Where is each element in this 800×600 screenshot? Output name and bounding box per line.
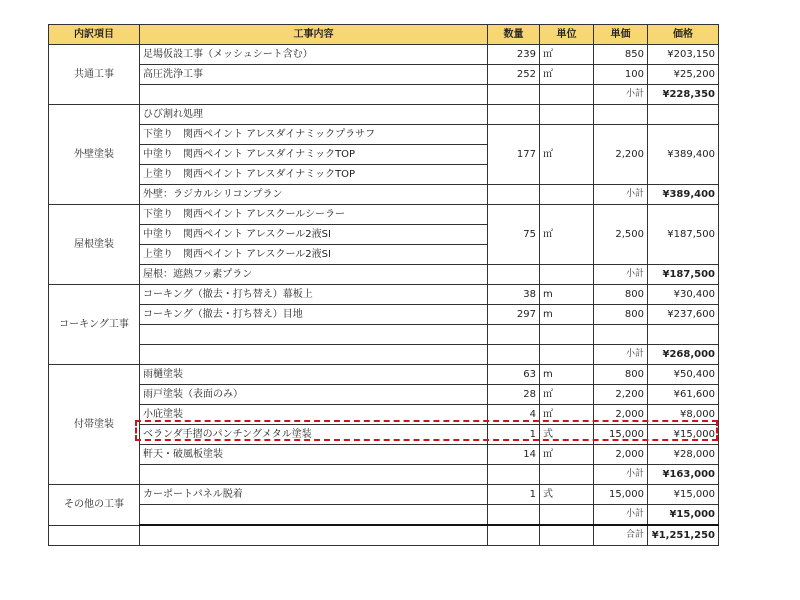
unit-price-cell: 15,000 [594, 485, 648, 505]
content-cell [140, 465, 488, 485]
unit-price-cell: 100 [594, 65, 648, 85]
content-cell: コーキング（撤去・打ち替え）目地 [140, 305, 488, 325]
subtotal-value: ¥389,400 [648, 185, 719, 205]
content-cell: 上塗り 関西ペイント アレスクール2液SI [140, 245, 488, 265]
subtotal-value: ¥228,350 [648, 85, 719, 105]
content-cell [140, 505, 488, 526]
header-unit: 単位 [540, 25, 594, 45]
header-content: 工事内容 [140, 25, 488, 45]
unit-price-cell: 850 [594, 45, 648, 65]
subtotal-row [49, 505, 719, 526]
table-row [49, 445, 719, 465]
unit-cell [540, 345, 594, 365]
header-category: 内訳項目 [49, 25, 140, 45]
content-cell: 雨戸塗装（表面のみ） [140, 385, 488, 405]
unit-cell: ㎡ [540, 205, 594, 265]
unit-cell: m [540, 365, 594, 385]
category-cell: 付帯塗装 [49, 365, 140, 485]
content-cell: 下塗り 関西ペイント アレスダイナミックプラサフ [140, 125, 488, 145]
content-cell: 雨樋塗装 [140, 365, 488, 385]
unit-price-cell: 2,200 [594, 385, 648, 405]
qty-cell: 239 [488, 45, 540, 65]
content-cell: ひび割れ処理 [140, 105, 488, 125]
price-cell [648, 105, 719, 125]
content-cell [140, 525, 488, 546]
highlighted-row [49, 425, 719, 445]
qty-cell: 14 [488, 445, 540, 465]
subtotal-row [49, 185, 719, 205]
unit-cell: ㎡ [540, 445, 594, 465]
grand-total-row [49, 525, 719, 546]
unit-cell: 式 [540, 425, 594, 445]
unit-cell: ㎡ [540, 65, 594, 85]
unit-price-cell [594, 105, 648, 125]
table-row [49, 45, 719, 65]
subtotal-row [49, 465, 719, 485]
qty-cell: 1 [488, 425, 540, 445]
unit-cell: ㎡ [540, 45, 594, 65]
table-row [49, 485, 719, 505]
subtotal-value: ¥15,000 [648, 505, 719, 526]
unit-price-cell: 2,000 [594, 405, 648, 425]
content-cell [140, 345, 488, 365]
unit-cell [540, 185, 594, 205]
qty-cell: 177 [488, 125, 540, 185]
table-row [49, 125, 719, 145]
subtotal-label: 小計 [594, 85, 648, 105]
unit-cell [540, 325, 594, 345]
unit-price-cell: 2,500 [594, 205, 648, 265]
unit-cell: m [540, 285, 594, 305]
price-cell: ¥25,200 [648, 65, 719, 85]
unit-cell [540, 525, 594, 546]
content-cell: 屋根：遮熱フッ素プラン [140, 265, 488, 285]
qty-cell [488, 105, 540, 125]
qty-cell [488, 345, 540, 365]
content-cell: 外壁：ラジカルシリコンプラン [140, 185, 488, 205]
unit-cell: ㎡ [540, 385, 594, 405]
qty-cell [488, 325, 540, 345]
content-cell [140, 325, 488, 345]
price-cell: ¥203,150 [648, 45, 719, 65]
price-cell: ¥50,400 [648, 365, 719, 385]
table-row [49, 305, 719, 325]
subtotal-row [49, 265, 719, 285]
content-cell [140, 85, 488, 105]
unit-price-cell: 800 [594, 365, 648, 385]
content-cell: 足場仮設工事（メッシュシート含む） [140, 45, 488, 65]
qty-cell: 4 [488, 405, 540, 425]
price-cell: ¥28,000 [648, 445, 719, 465]
qty-cell [488, 505, 540, 526]
subtotal-label: 小計 [594, 185, 648, 205]
unit-cell [540, 465, 594, 485]
category-cell [49, 525, 140, 546]
category-cell: 外壁塗装 [49, 105, 140, 205]
qty-cell: 75 [488, 205, 540, 265]
grand-total-value: ¥1,251,250 [648, 525, 719, 546]
table-row [49, 325, 719, 345]
unit-price-cell [594, 325, 648, 345]
content-cell: 高圧洗浄工事 [140, 65, 488, 85]
unit-cell: m [540, 305, 594, 325]
content-cell: 中塗り 関西ペイント アレスクール2液SI [140, 225, 488, 245]
unit-price-cell: 15,000 [594, 425, 648, 445]
content-cell: 下塗り 関西ペイント アレスクールシーラー [140, 205, 488, 225]
subtotal-row [49, 85, 719, 105]
price-cell: ¥15,000 [648, 485, 719, 505]
content-cell: ベランダ手摺のパンチングメタル塗装 [140, 425, 488, 445]
qty-cell [488, 265, 540, 285]
price-cell: ¥15,000 [648, 425, 719, 445]
content-cell: コーキング（撤去・打ち替え）幕板上 [140, 285, 488, 305]
subtotal-value: ¥268,000 [648, 345, 719, 365]
subtotal-label: 小計 [594, 465, 648, 485]
table-row [49, 65, 719, 85]
subtotal-label: 小計 [594, 345, 648, 365]
header-price: 価格 [648, 25, 719, 45]
content-cell: 上塗り 関西ペイント アレスダイナミックTOP [140, 165, 488, 185]
price-cell: ¥61,600 [648, 385, 719, 405]
content-cell: 軒天・破風板塗装 [140, 445, 488, 465]
unit-price-cell: 2,000 [594, 445, 648, 465]
subtotal-label: 小計 [594, 505, 648, 526]
header-row [49, 25, 719, 45]
header-unit-price: 単価 [594, 25, 648, 45]
subtotal-label: 小計 [594, 265, 648, 285]
table-row [49, 385, 719, 405]
content-cell: カーポートパネル脱着 [140, 485, 488, 505]
category-cell: 共通工事 [49, 45, 140, 105]
category-cell: 屋根塗装 [49, 205, 140, 285]
unit-cell [540, 505, 594, 526]
grand-total-label: 合計 [594, 525, 648, 546]
price-cell: ¥187,500 [648, 205, 719, 265]
content-cell: 小庇塗装 [140, 405, 488, 425]
qty-cell [488, 525, 540, 546]
price-cell: ¥30,400 [648, 285, 719, 305]
subtotal-value: ¥187,500 [648, 265, 719, 285]
category-cell: コーキング工事 [49, 285, 140, 365]
price-cell [648, 325, 719, 345]
qty-cell [488, 85, 540, 105]
category-cell: その他の工事 [49, 485, 140, 526]
qty-cell: 63 [488, 365, 540, 385]
qty-cell: 252 [488, 65, 540, 85]
table-row [49, 105, 719, 125]
unit-cell [540, 265, 594, 285]
unit-cell: ㎡ [540, 125, 594, 185]
unit-price-cell: 2,200 [594, 125, 648, 185]
estimate-sheet [48, 24, 718, 542]
qty-cell: 38 [488, 285, 540, 305]
qty-cell: 1 [488, 485, 540, 505]
unit-cell: 式 [540, 485, 594, 505]
price-cell: ¥8,000 [648, 405, 719, 425]
qty-cell [488, 465, 540, 485]
unit-cell [540, 105, 594, 125]
table-row [49, 365, 719, 385]
unit-cell [540, 85, 594, 105]
qty-cell: 28 [488, 385, 540, 405]
table-row [49, 205, 719, 225]
subtotal-value: ¥163,000 [648, 465, 719, 485]
header-qty: 数量 [488, 25, 540, 45]
qty-cell: 297 [488, 305, 540, 325]
price-cell: ¥237,600 [648, 305, 719, 325]
unit-cell: ㎡ [540, 405, 594, 425]
qty-cell [488, 185, 540, 205]
table-row [49, 285, 719, 305]
unit-price-cell: 800 [594, 305, 648, 325]
estimate-table [48, 24, 719, 546]
content-cell: 中塗り 関西ペイント アレスダイナミックTOP [140, 145, 488, 165]
price-cell: ¥389,400 [648, 125, 719, 185]
unit-price-cell: 800 [594, 285, 648, 305]
subtotal-row [49, 345, 719, 365]
table-row [49, 405, 719, 425]
